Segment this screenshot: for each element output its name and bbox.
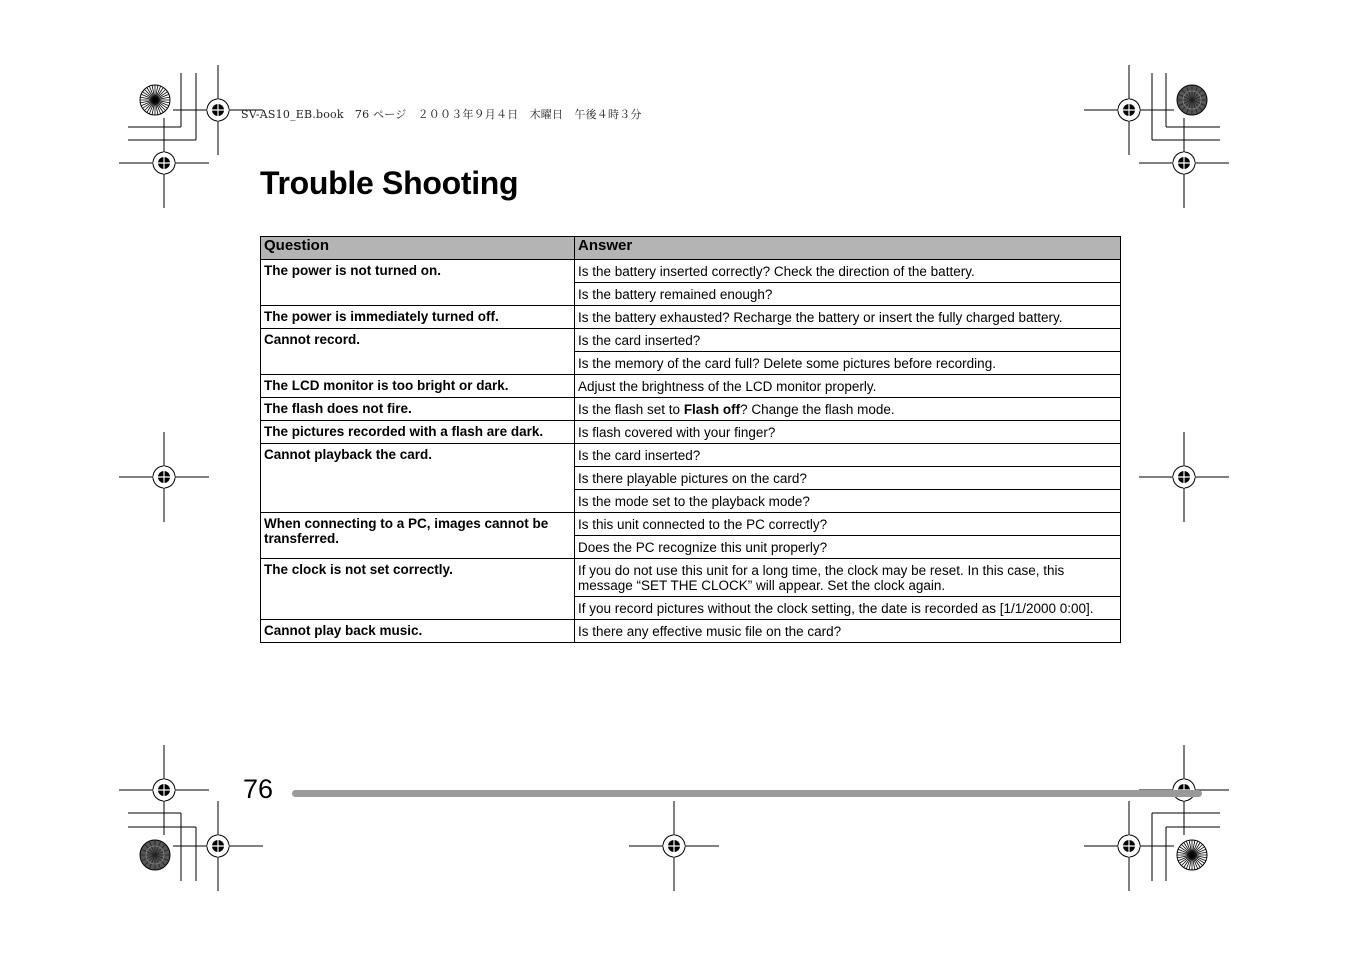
table-row xyxy=(261,398,1121,421)
answer-cell: Adjust the brightness of the LCD monitor properly. xyxy=(575,375,1121,398)
table-row xyxy=(261,260,1121,283)
answer-text: Is the flash set to xyxy=(578,402,684,417)
table-row xyxy=(261,444,1121,467)
answer-cell: Is the card inserted? xyxy=(575,329,1121,352)
question-cell: The flash does not fire. xyxy=(261,398,575,421)
question-cell: The power is not turned on. xyxy=(261,260,575,306)
table-row xyxy=(261,620,1121,643)
answer-cell: Is the memory of the card full? Delete some pictures before recording. xyxy=(575,352,1121,375)
answer-cell: Is there any effective music file on the card? xyxy=(575,620,1121,643)
footer-rule xyxy=(292,790,1202,797)
table-row xyxy=(261,559,1121,597)
troubleshooting-table xyxy=(260,236,1121,643)
table-row xyxy=(261,329,1121,352)
question-cell: The LCD monitor is too bright or dark. xyxy=(261,375,575,398)
table-row xyxy=(261,375,1121,398)
question-cell: The power is immediately turned off. xyxy=(261,306,575,329)
answer-cell: If you do not use this unit for a long time, the clock may be reset. In this case, this message “SET THE CLOCK” will appear. Set the clock again. xyxy=(575,559,1121,597)
answer-cell: Does the PC recognize this unit properly? xyxy=(575,536,1121,559)
table-header-row xyxy=(261,237,1121,260)
answer-cell: Is this unit connected to the PC correctly? xyxy=(575,513,1121,536)
question-cell: When connecting to a PC, images cannot be transferred. xyxy=(261,513,575,559)
answer-cell: Is the battery inserted correctly? Check the direction of the battery. xyxy=(575,260,1121,283)
table-row xyxy=(261,513,1121,536)
answer-cell: Is flash covered with your finger? xyxy=(575,421,1121,444)
answer-cell: Is the card inserted? xyxy=(575,444,1121,467)
flash-off-term: Flash off xyxy=(683,402,741,417)
question-header: Question xyxy=(261,237,575,260)
page-title: Trouble Shooting xyxy=(260,165,519,201)
table-row xyxy=(261,306,1121,329)
answer-cell xyxy=(575,398,1121,421)
print-header: SV-AS10_EB.book 76 ページ ２００３年９月４日 木曜日 午後４時３分 xyxy=(241,108,642,121)
answer-text: ? Change the flash mode. xyxy=(740,402,895,417)
question-cell: Cannot play back music. xyxy=(261,620,575,643)
answer-cell: Is the battery remained enough? xyxy=(575,283,1121,306)
answer-header: Answer xyxy=(575,237,1121,260)
question-cell: Cannot playback the card. xyxy=(261,444,575,513)
answer-cell: Is the mode set to the playback mode? xyxy=(575,490,1121,513)
question-cell: The clock is not set correctly. xyxy=(261,559,575,620)
question-cell: The pictures recorded with a flash are dark. xyxy=(261,421,575,444)
answer-cell: If you record pictures without the clock setting, the date is recorded as [1/1/2000 0:00]. xyxy=(575,597,1121,620)
answer-cell: Is there playable pictures on the card? xyxy=(575,467,1121,490)
page-number: 76 xyxy=(243,774,274,804)
question-cell: Cannot record. xyxy=(261,329,575,375)
table-row xyxy=(261,421,1121,444)
answer-cell: Is the battery exhausted? Recharge the battery or insert the fully charged battery. xyxy=(575,306,1121,329)
